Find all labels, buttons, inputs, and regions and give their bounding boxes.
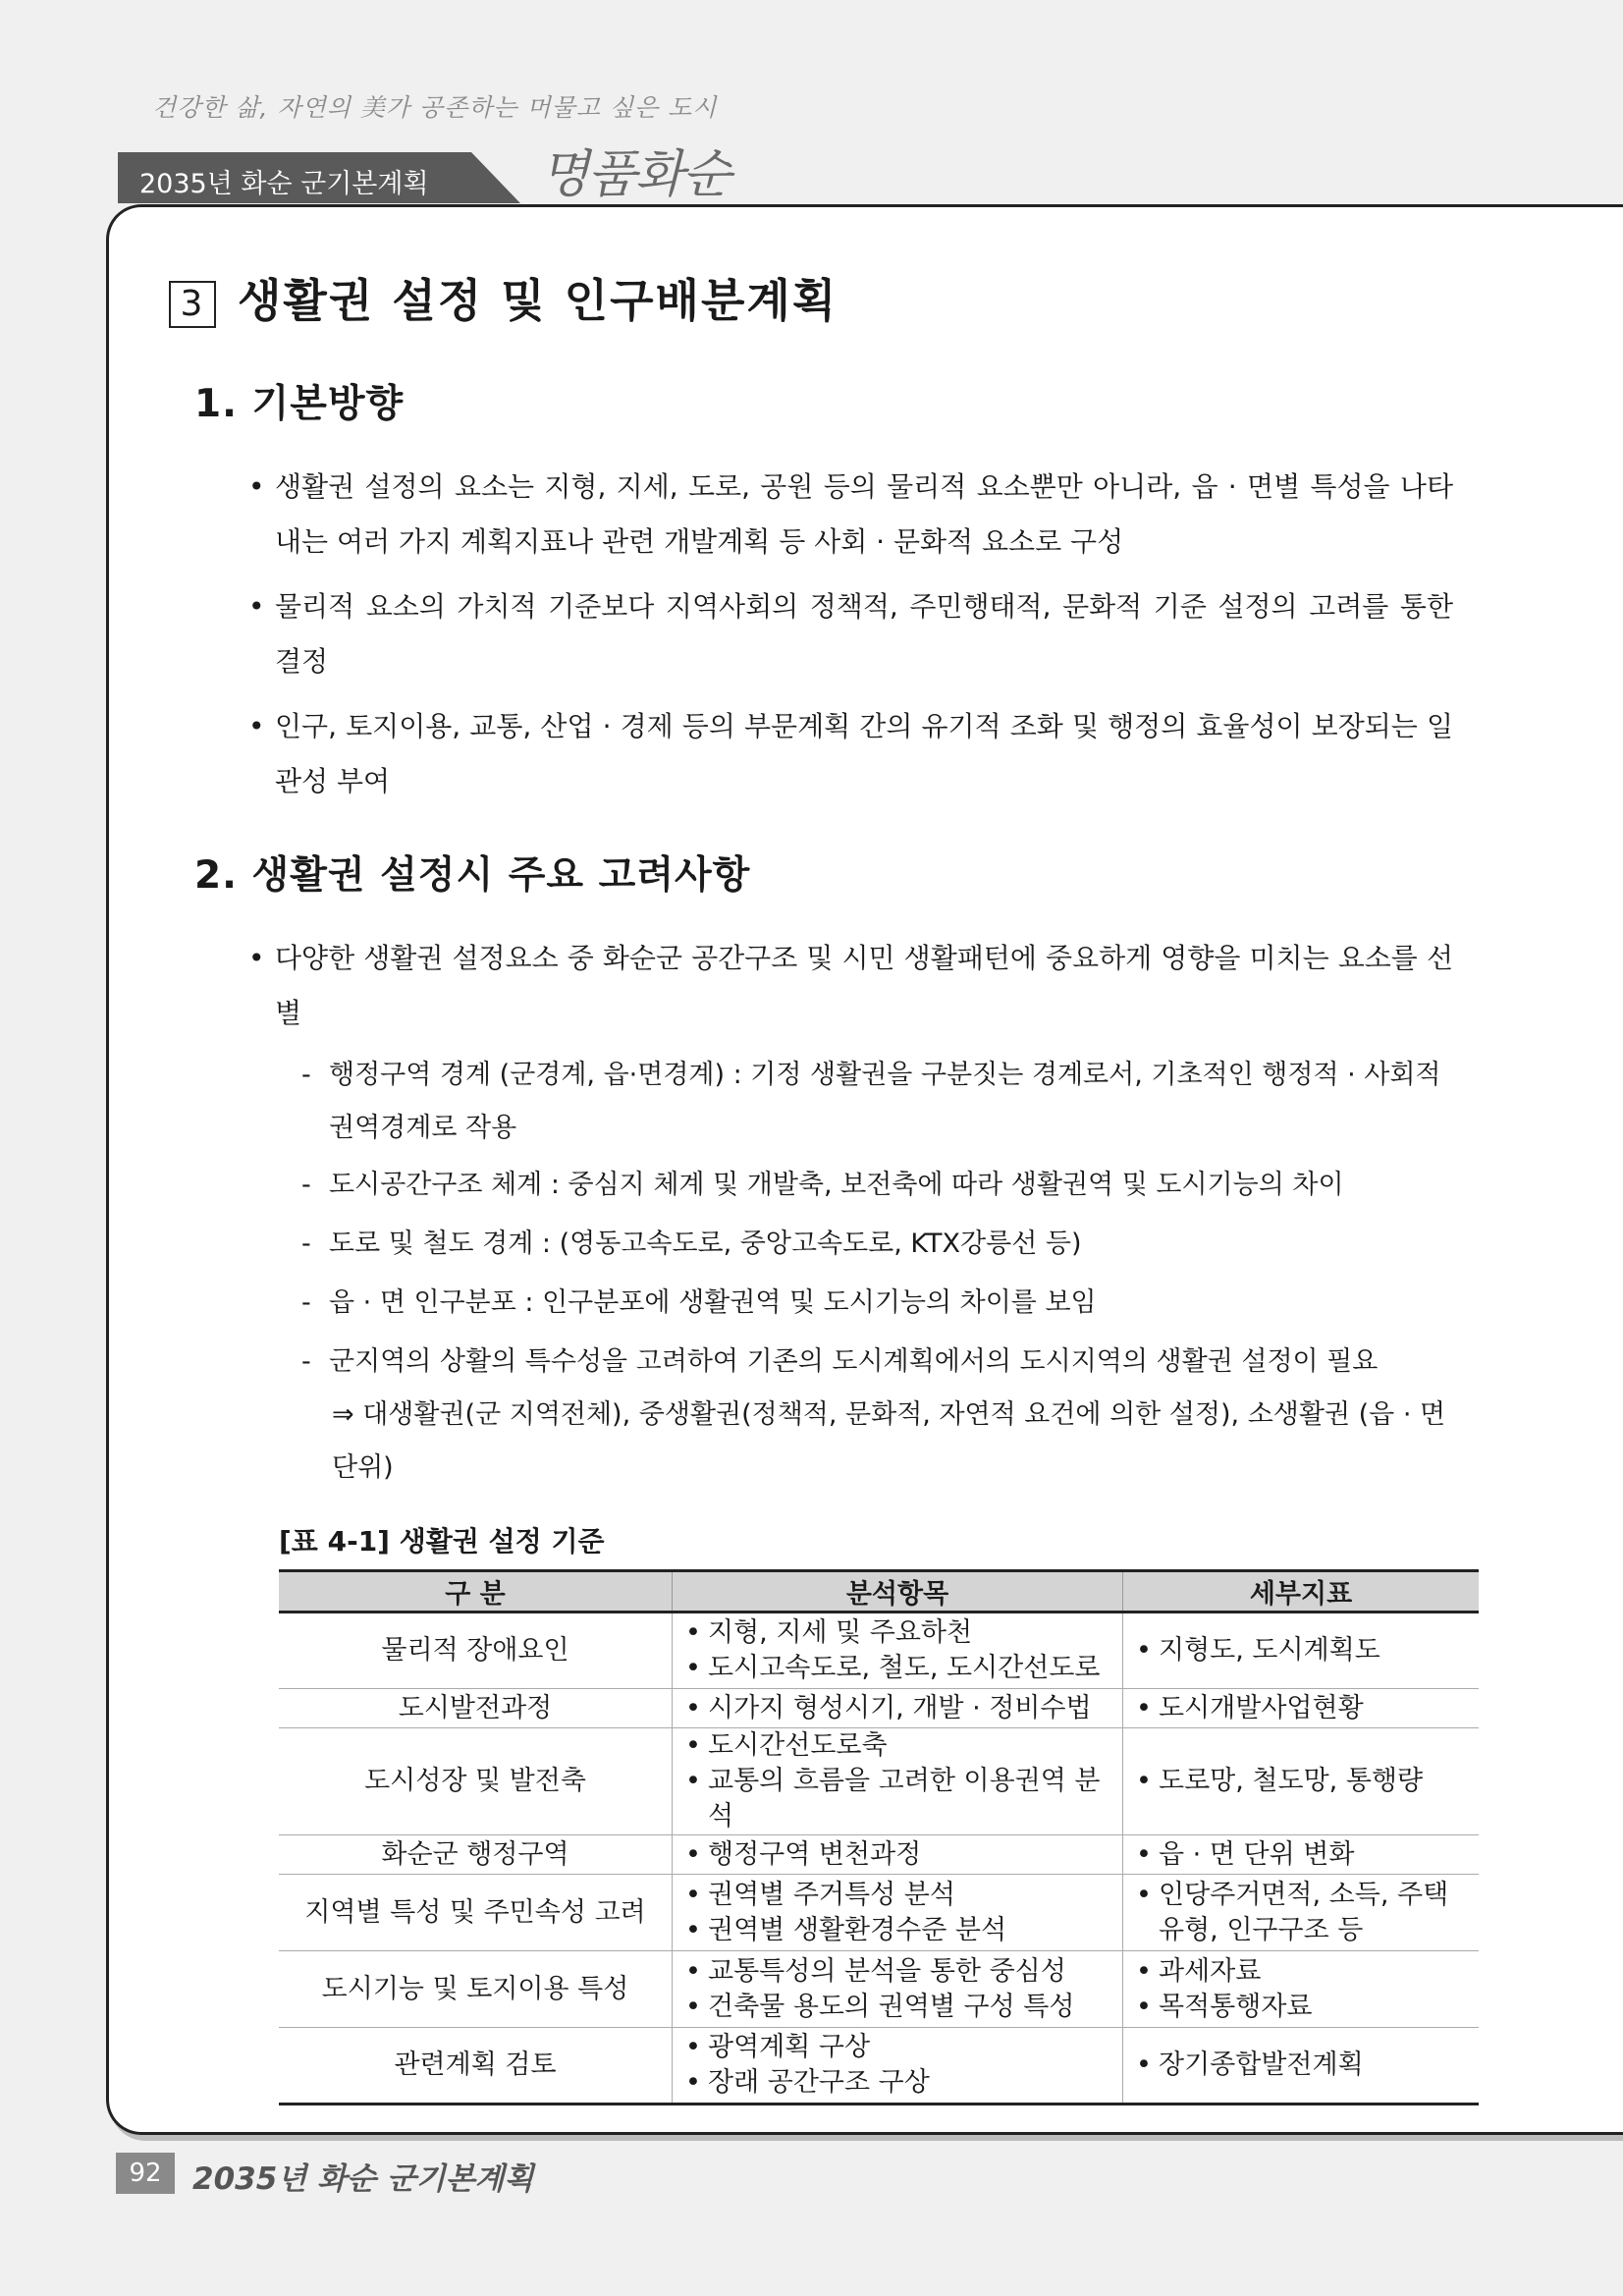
category-cell: 도시성장 및 발전축	[279, 1728, 673, 1835]
table-row	[279, 1951, 1479, 2028]
items-cell: • 지형, 지세 및 주요하천 • 도시고속도로, 철도, 도시간선도로	[673, 1613, 1123, 1689]
dash-item: - 도시공간구조 체계 : 중심지 체계 및 개발축, 보전축에 따라 생활권역 및 도시기능의 차이	[301, 1170, 1344, 1200]
bullet-item: • 다양한 생활권 설정요소 중 화순군 공간구조 및 시민 생활패턴에 중요하게 영향을 미치는 요소를 선별	[248, 942, 1453, 1029]
category-cell: 도시발전과정	[279, 1689, 673, 1728]
category-cell: 지역별 특성 및 주민속성 고려	[279, 1875, 673, 1951]
indicator-cell: • 읍 · 면 단위 변화	[1123, 1835, 1480, 1875]
indicator-cell: • 도시개발사업현황	[1123, 1689, 1480, 1728]
table-row	[279, 2028, 1479, 2105]
table-row	[279, 1728, 1479, 1835]
dash-item: - 행정구역 경계 (군경계, 읍·면경계) : 기정 생활권을 구분짓는 경계로서, 기초적인 행정적 · 사회적 권역경계로 작용	[301, 1060, 1441, 1143]
indicator-cell: • 지형도, 도시계획도	[1123, 1613, 1480, 1689]
plan-title-tab	[118, 152, 530, 203]
logo: 명품화순	[540, 145, 730, 204]
table-header: 세부지표	[1123, 1571, 1480, 1613]
items-cell: • 권역별 주거특성 분석 • 권역별 생활환경수준 분석	[673, 1875, 1123, 1951]
items-cell: • 행정구역 변천과정	[673, 1835, 1123, 1875]
section-title-text: 생활권 설정 및 인구배분계획	[238, 274, 839, 327]
category-cell: 도시기능 및 토지이용 특성	[279, 1951, 673, 2028]
slogan: 건강한 삶, 자연의 美가 공존하는 머물고 싶은 도시	[152, 93, 718, 122]
table-row	[279, 1835, 1479, 1875]
indicator-cell: • 과세자료 • 목적통행자료	[1123, 1951, 1480, 2028]
page-number: 92	[116, 2153, 175, 2194]
dash-item: - 군지역의 상활의 특수성을 고려하여 기존의 도시계획에서의 도시지역의 생활권 설정이 필요	[301, 1346, 1379, 1377]
table-caption: [표 4-1] 생활권 설정 기준	[279, 1525, 605, 1558]
heading-considerations: 2. 생활권 설정시 주요 고려사항	[194, 853, 751, 898]
bullet-item: • 생활권 설정의 요소는 지형, 지세, 도로, 공원 등의 물리적 요소뿐만 아니라, 읍 · 면별 특성을 나타내는 여러 가지 계획지표나 관련 개발계획 등 사회 · 문화적 요소로 구성	[248, 470, 1453, 558]
indicator-cell: • 장기종합발전계획	[1123, 2028, 1480, 2105]
table-row	[279, 1613, 1479, 1689]
items-cell: • 교통특성의 분석을 통한 중심성 • 건축물 용도의 권역별 구성 특성	[673, 1951, 1123, 2028]
category-cell: 화순군 행정구역	[279, 1835, 673, 1875]
indicator-cell: • 인당주거면적, 소득, 주택유형, 인구구조 등	[1123, 1875, 1480, 1951]
category-cell: 관련계획 검토	[279, 2028, 673, 2105]
section-title	[169, 265, 838, 330]
plan-title: 2035년 화순 군기본계획	[139, 169, 429, 199]
table-row	[279, 1875, 1479, 1951]
indicator-cell: • 도로망, 철도망, 통행량	[1123, 1728, 1480, 1835]
table-header: 구 분	[279, 1571, 673, 1613]
dash-item: - 읍 · 면 인구분포 : 인구분포에 생활권역 및 도시기능의 차이를 보임	[301, 1287, 1097, 1318]
criteria-table	[279, 1569, 1479, 2105]
conclusion: ⇒ 대생활권(군 지역전체), 중생활권(정책적, 문화적, 자연적 요건에 의한 설정), 소생활권 (읍 · 면단위)	[332, 1399, 1446, 1483]
category-cell: 물리적 장애요인	[279, 1613, 673, 1689]
heading-basic-direction: 1. 기본방향	[194, 382, 405, 426]
table-row	[279, 1689, 1479, 1728]
items-cell: • 광역계획 구상 • 장래 공간구조 구상	[673, 2028, 1123, 2105]
footer-title: 2035년 화순 군기본계획	[192, 2161, 534, 2197]
items-cell: • 시가지 형성시기, 개발 · 정비수법	[673, 1689, 1123, 1728]
items-cell: • 도시간선도로축 • 교통의 흐름을 고려한 이용권역 분석	[673, 1728, 1123, 1835]
dash-item: - 도로 및 철도 경계 : (영동고속도로, 중앙고속도로, KTX강릉선 등)	[301, 1229, 1082, 1259]
section-number: 3	[169, 281, 216, 328]
table-header: 분석항목	[673, 1571, 1123, 1613]
bullet-item: • 물리적 요소의 가치적 기준보다 지역사회의 정책적, 주민행태적, 문화적 기준 설정의 고려를 통한 결정	[248, 590, 1453, 678]
bullet-item: • 인구, 토지이용, 교통, 산업 · 경제 등의 부문계획 간의 유기적 조화 및 행정의 효율성이 보장되는 일관성 부여	[248, 710, 1453, 797]
